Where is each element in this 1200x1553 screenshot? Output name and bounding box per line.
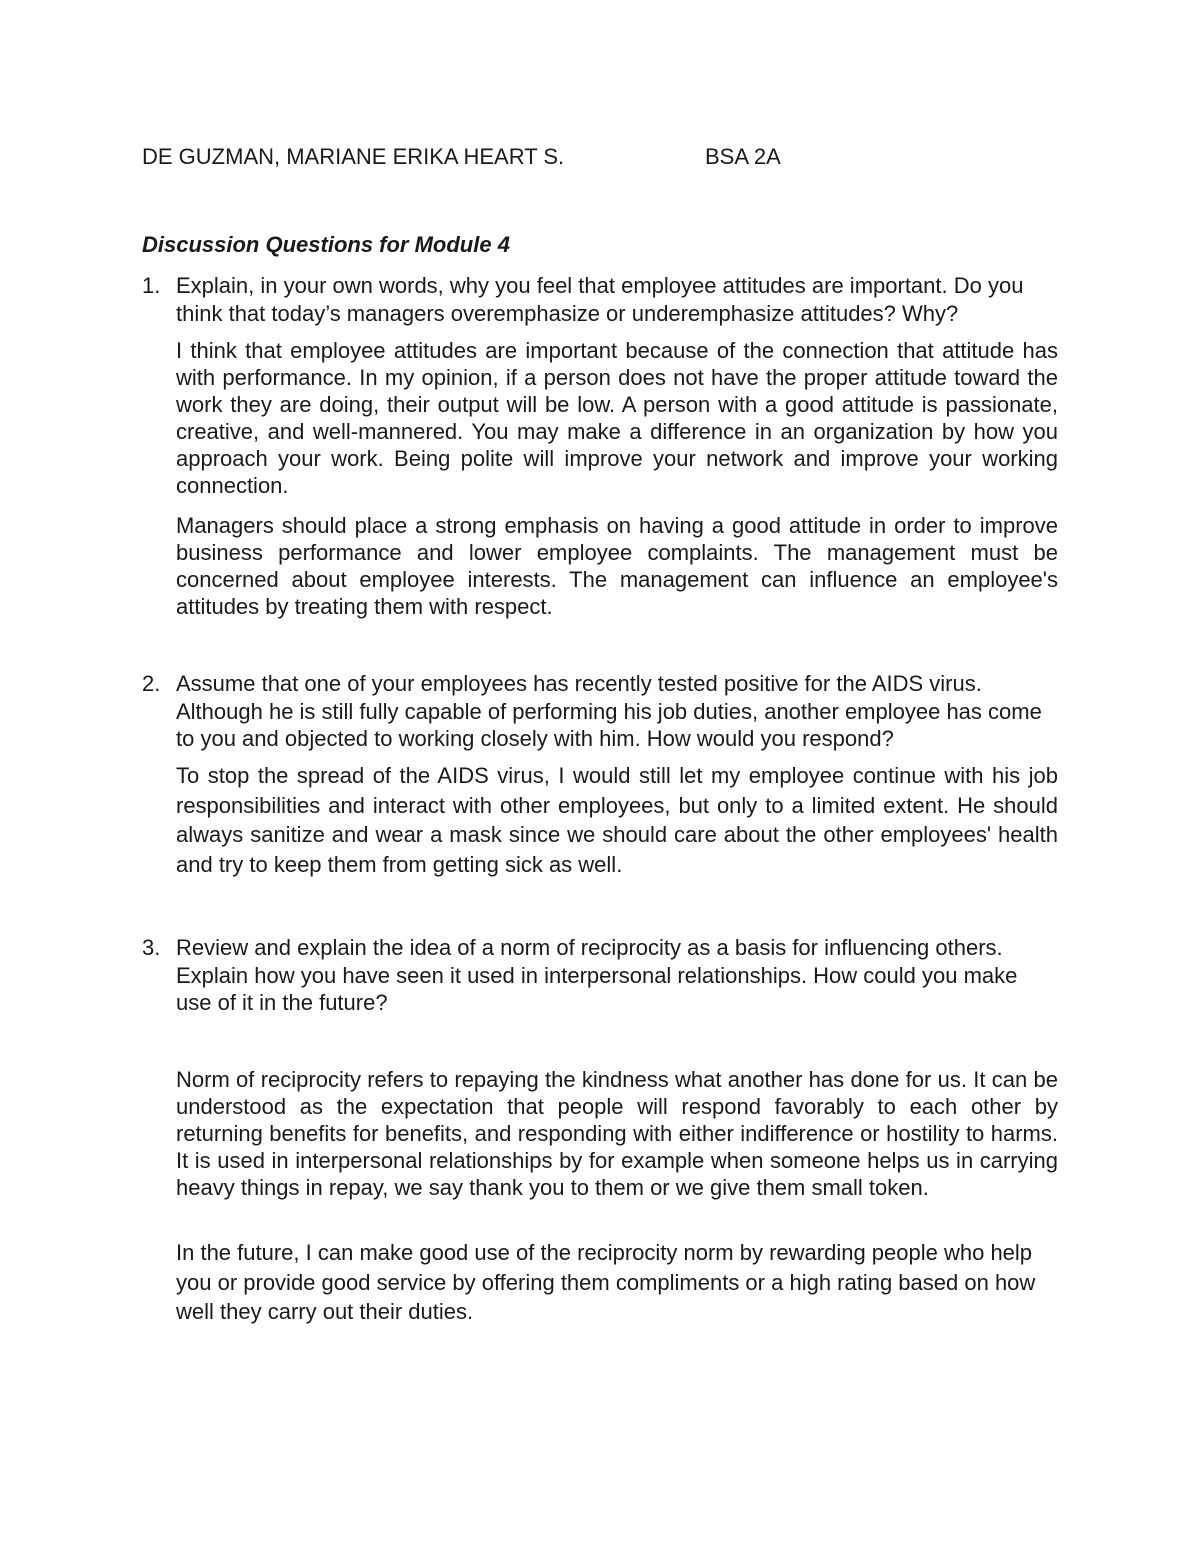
question-text: Assume that one of your employees has recently tested positive for the AIDS virus. Although he is still fully capable of performing his job duties, another employee has come to you and objected to working closely with him. How would you respond? bbox=[176, 671, 1042, 751]
question-number: 1. bbox=[142, 273, 161, 298]
student-name: DE GUZMAN, MARIANE ERIKA HEART S. bbox=[142, 144, 565, 169]
question-number: 3. bbox=[142, 935, 161, 960]
question-text: Explain, in your own words, why you feel that employee attitudes are important. Do you think that today’s managers overemphasize or underemphasize attitudes? Why? bbox=[176, 273, 1024, 326]
student-section: BSA 2A bbox=[705, 144, 781, 169]
document-title: Discussion Questions for Module 4 bbox=[142, 232, 510, 257]
question-1 bbox=[142, 272, 1058, 327]
answer-2-paragraph-1: To stop the spread of the AIDS virus, I would still let my employee continue with his job responsibilities and interact with other employees, but only to a limited extent. He should always sanitize and wear a mask since we should care about the other employees' health and try to keep them from getting sick as well. bbox=[176, 763, 1058, 877]
answer-1-paragraph-1: I think that employee attitudes are important because of the connection that attitude has with performance. In my opinion, if a person does not have the proper attitude toward the work they are doing, their output will be low. A person with a good attitude is passionate, creative, and well-mannered. You may make a difference in an organization by how you approach your work. Being polite will improve your network and improve your working connection. bbox=[176, 338, 1058, 498]
answer-1-paragraph-2: Managers should place a strong emphasis on having a good attitude in order to improve business performance and lower employee complaints. The management must be concerned about employee interests. The management can influence an employee's attitudes by treating them with respect. bbox=[176, 513, 1058, 619]
question-3 bbox=[142, 934, 1058, 1017]
question-2 bbox=[142, 670, 1058, 753]
answer-3-paragraph-1: Norm of reciprocity refers to repaying the kindness what another has done for us. It can be understood as the expectation that people will respond favorably to each other by returning benefits for benefits, and responding with either indifference or hostility to harms. It is used in interpersonal relationships by for example when someone helps us in carrying heavy things in repay, we say thank you to them or we give them small token. bbox=[176, 1067, 1058, 1200]
question-number: 2. bbox=[142, 671, 161, 696]
answer-3-paragraph-2: In the future, I can make good use of the reciprocity norm by rewarding people who help you or provide good service by offering them compliments or a high rating based on how well they carry out their duties. bbox=[176, 1240, 1036, 1324]
question-text: Review and explain the idea of a norm of reciprocity as a basis for influencing others. Explain how you have seen it used in interpersonal relationships. How could you make use of it in the future? bbox=[176, 935, 1018, 1015]
